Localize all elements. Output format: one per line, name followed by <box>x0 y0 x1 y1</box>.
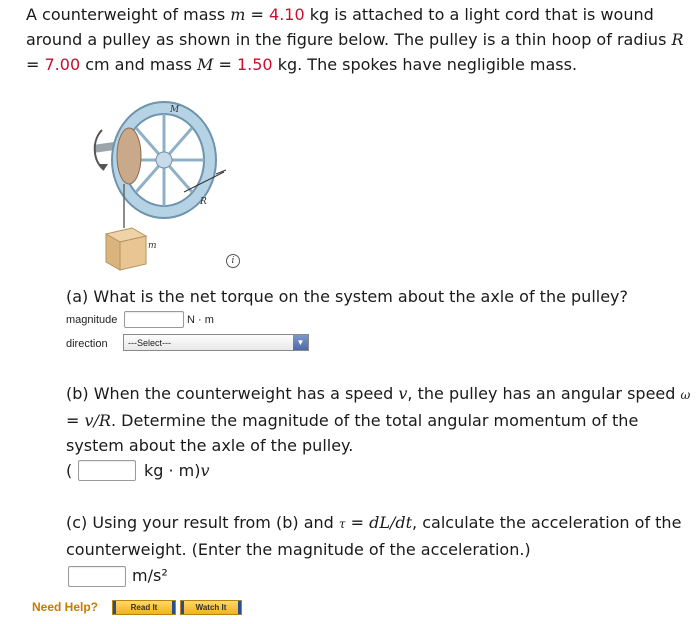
symbol-M: M <box>197 55 214 74</box>
torque-unit: N · m <box>187 314 214 326</box>
need-help-label: Need Help? <box>32 600 99 614</box>
acceleration-unit: m/s² <box>132 566 168 585</box>
symbol-v: v <box>200 461 210 480</box>
problem-statement <box>26 2 694 77</box>
label-M: M <box>170 105 180 115</box>
angular-momentum-unit <box>144 458 210 483</box>
symbol-tau: τ <box>338 517 346 531</box>
part-b-text: (b) When the counterweight has a speed <box>66 384 399 403</box>
part-c-question <box>66 510 694 562</box>
part-b-text: . Determine the magnitude of the total angular momentum of the system about the axle of the pulley. <box>66 411 639 455</box>
pulley-diagram <box>84 100 264 280</box>
angular-momentum-input[interactable] <box>78 460 136 481</box>
symbol-m: m <box>230 5 246 24</box>
watch-it-button[interactable]: Watch It <box>180 600 242 615</box>
direction-label: direction <box>66 338 108 350</box>
part-b-question <box>66 381 694 458</box>
symbol-omega: ω <box>680 388 691 402</box>
radius-value: 7.00 <box>44 55 81 74</box>
equals: = <box>26 55 45 74</box>
equals: = <box>345 513 370 532</box>
label-R: R <box>200 197 207 207</box>
intro-text: cm and mass <box>80 55 198 74</box>
intro-text: A counterweight of mass <box>26 5 231 24</box>
equals: = <box>213 55 237 74</box>
equals: = <box>66 411 85 430</box>
intro-text: kg is attached to a light cord that is wound around a pulley as shown in the figure below. The pulley is a thin hoop of radius <box>26 5 672 49</box>
mass-m-value: 4.10 <box>269 5 305 24</box>
open-paren: ( <box>66 461 73 480</box>
part-b-text: , the pulley has an angular speed <box>407 384 681 403</box>
info-icon[interactable]: i <box>226 254 240 268</box>
pulley-figure <box>84 100 264 280</box>
symbol-v-over-R: v/R <box>84 411 111 430</box>
chevron-down-icon[interactable]: ▼ <box>293 335 308 350</box>
direction-selected-value: ---Select--- <box>128 338 171 348</box>
symbol-R: R <box>671 30 684 49</box>
read-it-button[interactable]: Read It <box>112 600 176 615</box>
part-a-question: (a) What is the net torque on the system about the axle of the pulley? <box>66 287 629 306</box>
label-m: m <box>148 241 157 251</box>
intro-text: kg. The spokes have negligible mass. <box>272 55 578 74</box>
torque-magnitude-input[interactable] <box>124 311 184 328</box>
part-c-text: (c) Using your result from (b) and <box>66 513 339 532</box>
symbol-v: v <box>398 384 408 403</box>
mass-M-value: 1.50 <box>236 55 273 74</box>
acceleration-input[interactable] <box>68 566 126 587</box>
magnitude-label: magnitude <box>66 314 118 326</box>
unit-text: kg · m) <box>144 461 201 480</box>
part-c-text: , calculate the acceleration of the counterweight. (Enter the magnitude of the acceleration.) <box>66 513 682 559</box>
symbol-dL-dt: dL/dt <box>369 513 413 532</box>
equals: = <box>245 5 270 24</box>
direction-select[interactable] <box>123 334 309 351</box>
